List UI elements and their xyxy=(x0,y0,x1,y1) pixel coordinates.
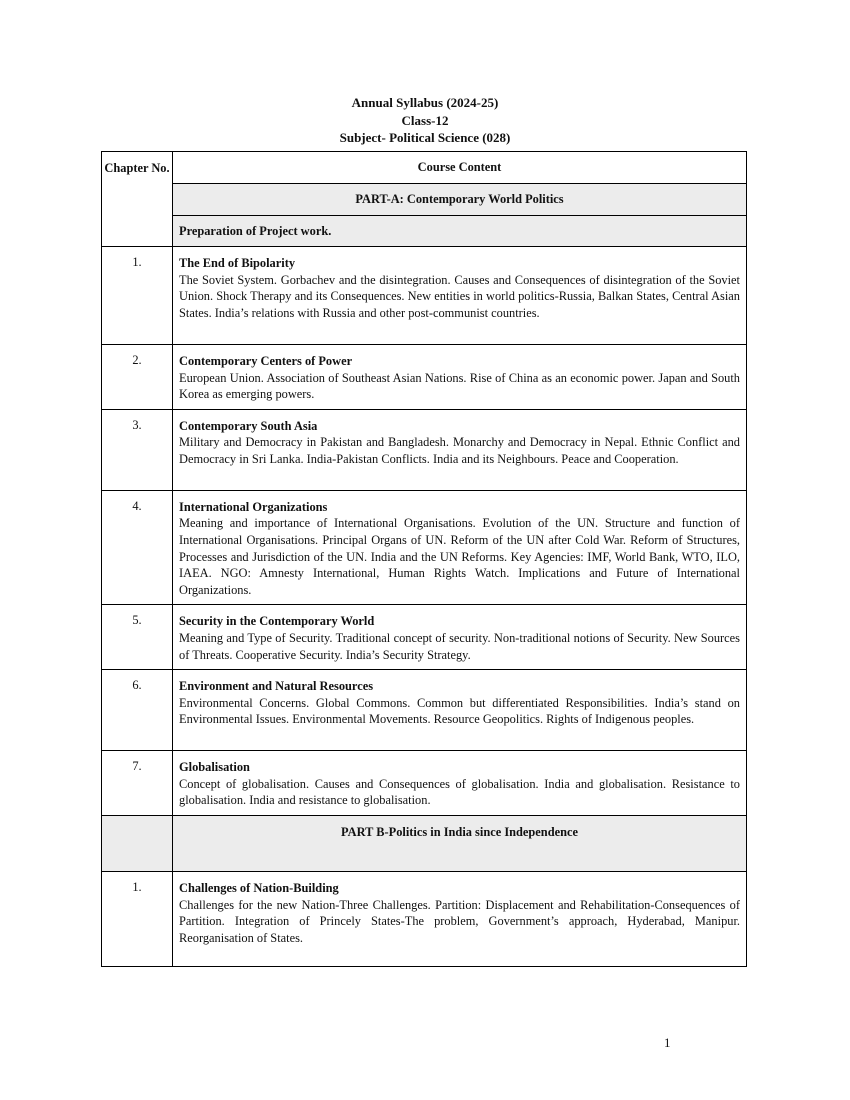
chapter-description: European Union. Association of Southeast Asian Nations. Rise of China as an economic power. Japan and South Korea as emerging powers. xyxy=(179,370,740,402)
chapter-title: Globalisation xyxy=(179,760,250,775)
chapter-content xyxy=(173,871,747,966)
chapter-description: Meaning and Type of Security. Traditional concept of security. Non-traditional notions of Security. New Sources of Threats. Cooperative Security. India’s Security Strategy. xyxy=(179,630,740,662)
chapter-content xyxy=(173,247,747,345)
table-row xyxy=(102,605,747,670)
chapter-content xyxy=(173,751,747,816)
chapter-number: 2. xyxy=(102,345,173,410)
chapter-no-header: Chapter No. xyxy=(102,152,173,247)
table-row xyxy=(102,247,747,345)
chapter-title: Contemporary South Asia xyxy=(179,418,318,433)
document-header xyxy=(0,94,850,147)
chapter-title: Contemporary Centers of Power xyxy=(179,354,353,368)
chapter-title: International Organizations xyxy=(179,499,328,514)
chapter-description: Meaning and importance of International Organisations. Evolution of the UN. Structure and function of International Organisations. Principal Organs of UN. Reform of the UN after Cold War. Reform of Structures, Processes and Jurisdiction of the UN. India and the UN Reforms. Key Agencies: IMF, World Bank, WTO, ILO, IAEA. NGO: Amnesty International, Human Rights Watch. Implications and Future of International Organizations. xyxy=(179,516,740,597)
chapter-description: Concept of globalisation. Causes and Consequences of globalisation. India and globalisation. Resistance to globalisation. India and resistance to globalisation. xyxy=(179,776,740,808)
chapter-content xyxy=(173,345,747,410)
chapter-description: The Soviet System. Gorbachev and the disintegration. Causes and Consequences of disintegration of the Soviet Union. Shock Therapy and its Consequences. New entities in world politics-Russia, Balkan States, Central Asian States. India’s relations with Russia and other post-communist countries. xyxy=(179,272,740,320)
chapter-description: Military and Democracy in Pakistan and Bangladesh. Monarchy and Democracy in Nepal. Ethnic Conflict and Democracy in Sri Lanka. India-Pakistan Conflicts. India and its Neighbours. Peace and Cooperation. xyxy=(179,435,740,466)
chapter-number: 5. xyxy=(102,605,173,670)
chapter-title: Environment and Natural Resources xyxy=(179,679,374,694)
table-row xyxy=(102,751,747,816)
chapter-title: Security in the Contemporary World xyxy=(179,614,375,629)
chapter-number: 6. xyxy=(102,670,173,751)
chapter-content xyxy=(173,490,747,605)
project-row xyxy=(102,216,747,247)
part-a-row xyxy=(102,184,747,216)
course-content-header: Course Content xyxy=(173,152,747,184)
part-a-heading: PART-A: Contemporary World Politics xyxy=(173,184,747,216)
chapter-title: Challenges of Nation-Building xyxy=(179,880,339,895)
chapter-description: Environmental Concerns. Global Commons. Common but differentiated Responsibilities. India’s stand on Environmental Issues. Environmental Movements. Resource Geopolitics. Rights of Indigenous peoples. xyxy=(179,695,740,727)
chapter-title: The End of Bipolarity xyxy=(179,256,296,270)
table-row xyxy=(102,670,747,751)
part-b-heading: PART B-Politics in India since Independence xyxy=(173,815,747,871)
table-row xyxy=(102,409,747,490)
table-row xyxy=(102,871,747,966)
class-label: Class-12 xyxy=(401,112,449,128)
chapter-number: 7. xyxy=(102,751,173,816)
page-number: 1 xyxy=(664,1035,671,1050)
part-b-row xyxy=(102,815,747,871)
chapter-number: 1. xyxy=(102,247,173,345)
chapter-content xyxy=(173,670,747,751)
chapter-number: 3. xyxy=(102,409,173,490)
chapter-content xyxy=(173,605,747,670)
chapter-number: 4. xyxy=(102,490,173,605)
subject-label: Subject- Political Science (028) xyxy=(339,130,511,145)
table-row xyxy=(102,345,747,410)
project-work-label: Preparation of Project work. xyxy=(173,216,747,247)
chapter-number: 1. xyxy=(102,871,173,966)
chapter-description: Challenges for the new Nation-Three Challenges. Partition: Displacement and Rehabilitation-Consequences of Partition. Integration of Princely States-The problem, Government’s approach, Hyderabad, Manipur. Reorganisation of States. xyxy=(179,897,740,945)
syllabus-table xyxy=(101,151,747,967)
syllabus-title: Annual Syllabus (2024-25) xyxy=(351,95,499,110)
part-b-chapter-cell xyxy=(102,815,173,871)
chapter-content xyxy=(173,409,747,490)
table-row xyxy=(102,490,747,605)
table-header-row xyxy=(102,152,747,184)
